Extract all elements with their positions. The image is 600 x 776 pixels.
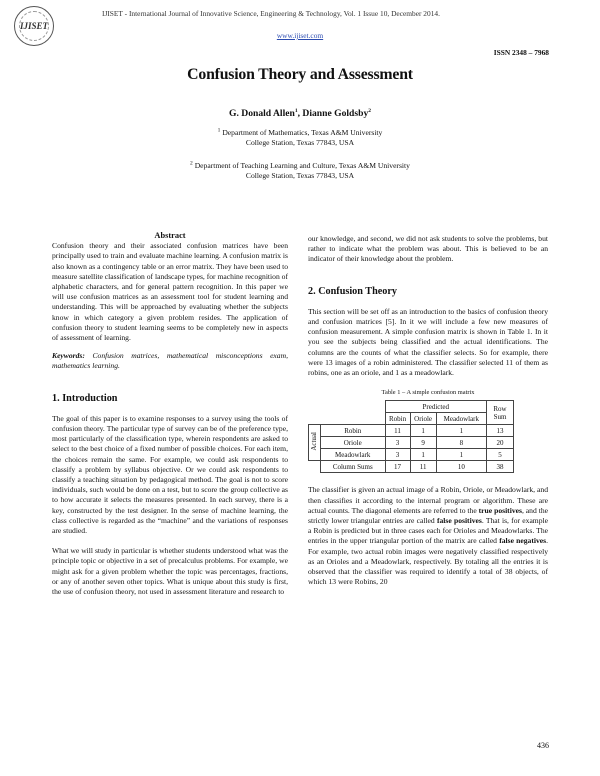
journal-logo: IJISET <box>14 6 54 46</box>
row-sum-header: Row Sum <box>487 401 514 425</box>
table-row: Column Sums 17 11 10 38 <box>309 461 514 473</box>
intro-paragraph-1: The goal of this paper is to examine responses to a survey using the tools of confusion theory. The particular type of survey can be of the preference type, most particularly of the classification type, wherein respondents are asked to select to the best choice of a fixed number of possible choices. For each item, the choices remain the same. For example, we could ask respondents to classify a problem by syllabus objective. Or we could ask respondents to classify a teaching situation by pedagogical method. The goal is not to score individuals, such would be done on a test, but to score the group collective as to how accurate it selects the measures presented. In each survey, there is a key, constructed by the test designer. In the sense of machine learning, the class collective is regarded as the “machine” and the variations of responses are studied. <box>52 413 288 536</box>
paper-title: Confusion Theory and Assessment <box>187 66 413 83</box>
affiliation-1: $^1$ Department of Mathematics, Texas A&M University College Station, Texas 77843, USA <box>217 127 383 147</box>
journal-website-link[interactable]: www.ijiset.com <box>276 31 324 40</box>
abstract-text: Confusion theory and their associated confusion matrices have been principally used to train and evaluate machine learning. A confusion matrix is also known as a contingency table or an error matrix. They have been used to measure satellite classification of landscape types, for machine recognition of alphabetic characters, and for general pattern recognition. In this paper we will use confusion matrices as an assessment tool for student learning and understanding. This will be approached by evaluating whether the subjects know in which category a given problem resides. The application of confusion theory to student learning seems to be completely new in aspects of assessment of learning. <box>52 241 288 343</box>
page-number: 436 <box>537 741 549 750</box>
table-caption: Table 1 – A simple confusion matrix <box>381 389 475 397</box>
table-row: Actual Robin 11 1 1 13 <box>309 425 514 437</box>
column-header: Robin <box>385 413 410 425</box>
column-header: Meadowlark <box>436 413 486 425</box>
right-column <box>308 234 548 587</box>
intro-paragraph-2: What we will study in particular is whether students understood what was the principle topic or objective in a set of precalculus problems. For example, we might ask for a given problem whether the topic was percentages, fractions, or any of another seven other topics. What is unique about this study is first, the use of confusion theory, not used in assessment literature and research to <box>52 546 288 597</box>
journal-header: IJISET - International Journal of Innovative Science, Engineering & Technology, Vol. 1 Issue 10, December 2014. <box>102 9 440 18</box>
actual-header: Actual <box>309 425 321 461</box>
abstract-heading: Abstract <box>154 231 186 240</box>
section-introduction-heading: 1. Introduction <box>52 392 118 404</box>
table-row: Meadowlark 3 1 1 5 <box>309 449 514 461</box>
predicted-header: Predicted <box>385 401 487 413</box>
left-column <box>52 231 288 597</box>
confusion-matrix-table <box>308 400 514 473</box>
affiliation-2: $^2$ Department of Teaching Learning and Culture, Texas A&M University College Station, Texas 77843, USA <box>190 160 410 180</box>
issn: ISSN 2348 – 7968 <box>493 48 549 57</box>
confusion-theory-paragraph-1: This section will be set off as an introduction to the basics of confusion theory and confusion matrices [5]. In it we will include a few new measures of confusion measurement. A simple confusion matrix is shown in Table 1. In it you see the subjects being classified and the actual identifications. The columns are the counts of what the classifier selects. So for example, there were 13 images of a robin administered. The classifier selected 11 of them as robins, one as an oriole, and 1 as a meadowlark. <box>308 306 548 378</box>
table-row: Oriole 3 9 8 20 <box>309 437 514 449</box>
continuation-paragraph: our knowledge, and second, we did not ask students to solve the problems, but rather to indicate what the problem was about. This is believed to be an indicator of their knowledge about the problem. <box>308 234 548 264</box>
column-header: Oriole <box>410 413 436 425</box>
confusion-theory-paragraph-2: The classifier is given an actual image of a Robin, Oriole, or Meadowlark, and then classifies it according to the internal program or algorithm. These are actual counts. The diagonal elements are referred to the true positives, and the strictly lower triangular entries are called false positives. That is, for example a Robin is predicted but in three cases each for Orioles and Meadowlarks. The entries in the upper triangular portion of the matrix are called false negatives. For example, two actual robin images were negatively classified respectively as an Orioles and a Meadowlark, respectively. By totaling all the entries it is observed that the classifier was required to identify a total of 38 objects, of which 13 were Robins, 20 <box>308 485 549 587</box>
keywords: Keywords: Confusion matrices, mathematical misconceptions exam, mathematics learning. <box>52 351 288 371</box>
authors: G. Donald Allen$^1$, Dianne Goldsby$^2$ <box>229 107 371 119</box>
section-confusion-theory-heading: 2. Confusion Theory <box>308 285 397 297</box>
